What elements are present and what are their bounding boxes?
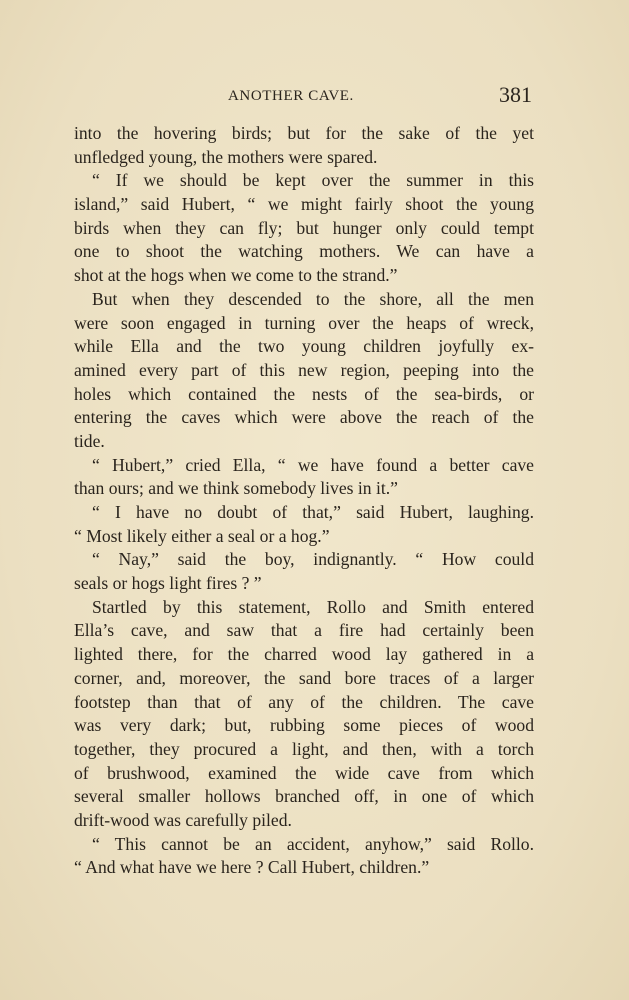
text-line: “ Nay,” said the boy, indignantly. “ How could [92, 549, 534, 570]
text-line: “ Most likely either a seal or a hog.” [74, 525, 330, 546]
text-line: one to shoot the watching mothers. We can have a [74, 241, 534, 262]
text-line: “ If we should be kept over the summer in this [92, 170, 534, 191]
text-line: entering the caves which were above the reach of the [74, 407, 534, 428]
text-line: several smaller hollows branched off, in one of which [74, 786, 534, 807]
page-number: 381 [499, 82, 532, 107]
text-line: while Ella and the two young children joyfully ex- [74, 336, 534, 357]
text-line: drift-wood was carefully piled. [74, 809, 292, 830]
text-line: “ This cannot be an accident, anyhow,” said Rollo. [92, 833, 534, 854]
text-line: amined every part of this new region, peeping into the [74, 359, 534, 380]
text-line: “ Hubert,” cried Ella, “ we have found a better cave [92, 454, 534, 475]
text-line: Ella’s cave, and saw that a fire had certainly been [74, 620, 534, 641]
text-line: birds when they can fly; but hunger only could tempt [74, 217, 534, 238]
text-line: seals or hogs light fires ? ” [74, 573, 262, 594]
text-line: unfledged young, the mothers were spared. [74, 146, 378, 167]
text-line: into the hovering birds; but for the sake of the yet [74, 123, 534, 143]
text-line: footstep than that of any of the children. The cave [74, 691, 534, 712]
text-line: of brushwood, examined the wide cave from which [74, 762, 534, 783]
running-title: ANOTHER CAVE. [228, 88, 354, 104]
body-text [74, 122, 534, 880]
text-line: was very dark; but, rubbing some pieces of wood [74, 715, 534, 736]
text-line: corner, and, moreover, the sand bore traces of a larger [74, 667, 534, 688]
text-line: tide. [74, 430, 105, 451]
text-line: were soon engaged in turning over the heaps of wreck, [74, 312, 534, 333]
text-line: lighted there, for the charred wood lay gathered in a [74, 644, 534, 665]
text-line: But when they descended to the shore, all the men [92, 288, 534, 309]
text-line: “ I have no doubt of that,” said Hubert, laughing. [92, 502, 534, 522]
text-line: “ And what have we here ? Call Hubert, children.” [74, 857, 430, 878]
text-line: shot at the hogs when we come to the strand.” [74, 265, 398, 286]
text-line: together, they procured a light, and then, with a torch [74, 738, 534, 759]
page-header [74, 84, 534, 110]
text-line: holes which contained the nests of the sea-birds, or [74, 383, 534, 404]
text-line: than ours; and we think somebody lives in it.” [74, 478, 398, 499]
text-line: island,” said Hubert, “ we might fairly shoot the young [74, 194, 534, 215]
text-line: Startled by this statement, Rollo and Smith entered [92, 596, 534, 617]
